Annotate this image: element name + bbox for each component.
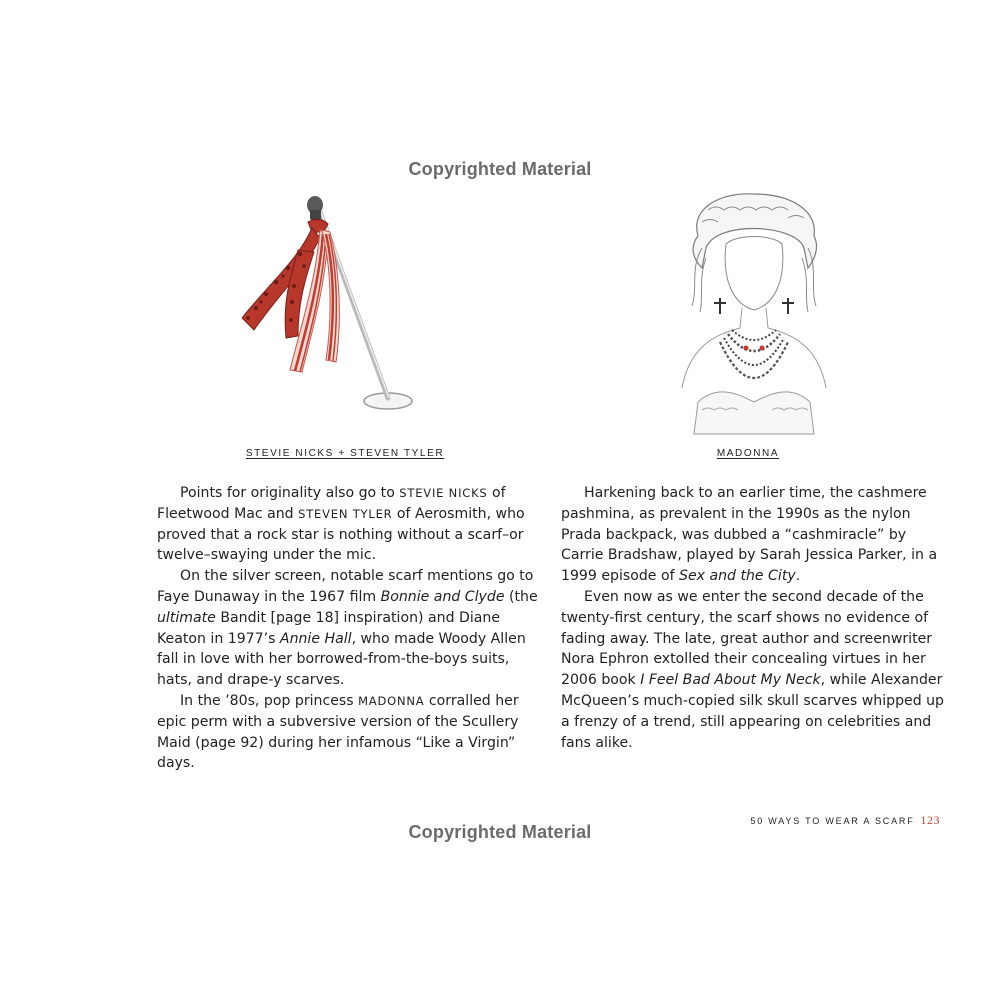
running-title: 50 WAYS TO WEAR A SCARF xyxy=(750,816,915,826)
watermark-top: Copyrighted Material xyxy=(408,159,592,179)
watermark-bottom: Copyrighted Material xyxy=(408,822,592,842)
microphone-scarf-illustration xyxy=(228,190,468,420)
paragraph: In the ’80s, pop princess MADONNA corralled her epic perm with a subversive version of the Scullery Maid (page 92) during her infamous “Like a Virgin” days. xyxy=(157,692,519,772)
caption-madonna: MADONNA xyxy=(716,448,780,459)
paragraph: Even now as we enter the second decade of the twenty-first century, the scarf shows no evidence of fading away. The late, great author and screenwriter Nora Ephron extolled their concealing virtues in her 2006 book I Feel Bad About My Neck, while Alexander McQueen’s much-copied silk skull scarves whipped up a frenzy of a trend, still appearing on celebrities and fans alike. xyxy=(561,588,945,751)
paragraph: Harkening back to an earlier time, the cashmere pashmina, as prevalent in the 1990s as the nylon Prada backpack, was dubbed a “cashmiracle” by Carrie Bradshaw, played by Sarah Jessica Parker, in a 1999 episode of Sex and the City. xyxy=(561,485,938,585)
right-text-column xyxy=(561,483,946,753)
left-text-column xyxy=(157,483,542,774)
caption-stevie-nicks-steven-tyler: STEVIE NICKS + STEVEN TYLER xyxy=(245,448,445,459)
paragraph: Points for originality also go to STEVIE NICKS of Fleetwood Mac and STEVEN TYLER of Aerosmith, who proved that a rock star is nothing without a scarf–or twelve–swaying under the mic. xyxy=(157,485,525,564)
madonna-sketch-illustration xyxy=(668,188,838,438)
paragraph: On the silver screen, notable scarf mentions go to Faye Dunaway in the 1967 film Bonnie and Clyde (the ultimate Bandit [page 18] inspiration) and Diane Keaton in 1977’s Annie Hall, who made Woody Allen fall in love with her borrowed-from-the-boys suits, hats, and drape-y scarves. xyxy=(157,568,538,689)
page-number: 123 xyxy=(920,813,940,827)
